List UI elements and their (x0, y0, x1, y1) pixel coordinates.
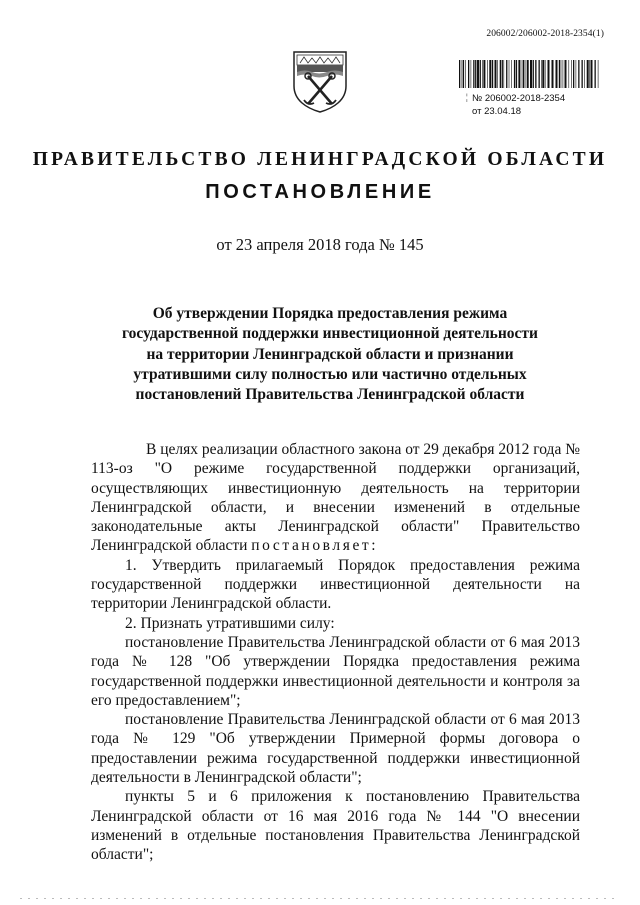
barcode-bar (462, 60, 463, 88)
barcode-bar (504, 60, 505, 88)
barcode-bar (459, 60, 460, 88)
barcode-bar (518, 60, 520, 88)
barcode-number: № 206002-2018-2354 (472, 93, 566, 104)
barcode-bar (516, 60, 517, 88)
barcode-bar (565, 60, 567, 88)
barcode-bar (552, 60, 554, 88)
barcode-bar (523, 60, 524, 88)
barcode-bar (511, 60, 512, 88)
barcode-marker: ¦ (466, 92, 468, 102)
barcode-bar (525, 60, 526, 88)
barcode-bar (480, 60, 481, 88)
barcode-bar (533, 60, 534, 88)
barcode-bar (497, 60, 498, 88)
barcode-bar (598, 60, 599, 88)
barcode-bar (522, 60, 523, 88)
item-2: 2. Признать утратившими силу: (125, 614, 335, 632)
item-2-decree-144: пункты 5 и 6 приложения к постановлению Правительства Ленинградской области от 16 мая 2016 года № 144 "О внесении изменений в отдельные постановления Правительства Ленинградской области"; (91, 788, 580, 864)
item-1: 1. Утвердить прилагаемый Порядок предоставления режима государственной поддержки инвестиционной деятельности на территории Ленинградской области. (91, 556, 580, 613)
barcode-bar (539, 60, 540, 88)
barcode-bar (545, 60, 546, 88)
barcode-bar (463, 60, 464, 88)
barcode-bar (506, 60, 507, 88)
barcode-bar (514, 60, 515, 88)
barcode-bar (465, 60, 466, 88)
barcode-bar (569, 60, 570, 88)
barcode-bar (582, 60, 583, 88)
preamble-paragraph (91, 440, 580, 556)
barcode-bar (527, 60, 529, 88)
barcode-bar (483, 60, 485, 88)
document-registration-number: 206002/206002-2018-2354(1) (486, 29, 604, 39)
barcode-bar (502, 60, 503, 88)
decree-title: ПОСТАНОВЛЕНИЕ (205, 181, 435, 203)
barcode-bar (591, 60, 593, 88)
barcode-bar (530, 60, 532, 88)
barcode-bar (541, 60, 542, 88)
decree-body (91, 440, 580, 865)
resolves-keyword: постановляет: (251, 537, 379, 555)
barcode-bar (542, 60, 544, 88)
barcode-bar (468, 60, 469, 88)
barcode-bar (595, 60, 596, 88)
barcode-bar (489, 60, 491, 88)
barcode-bar (509, 60, 510, 88)
government-title: ПРАВИТЕЛЬСТВО ЛЕНИНГРАДСКОЙ ОБЛАСТИ (32, 149, 608, 170)
item-2-decree-129: постановление Правительства Ленинградской области от 6 мая 2013 года № 129 "Об утверждении Примерной формы договора о предоставлении режима государственной поддержки инвестиционной деятельности в Ленинградской области"; (91, 711, 580, 787)
barcode-bar (473, 60, 474, 88)
barcode-bar (571, 60, 572, 88)
subject-line: на территории Ленинградской области и признании (146, 345, 514, 363)
barcode-bar (500, 60, 501, 88)
subject-line: постановлений Правительства Ленинградской области (135, 386, 525, 404)
barcode-bar (492, 60, 493, 88)
barcode-bar (578, 60, 579, 88)
barcode-bar (589, 60, 590, 88)
decree-subject (120, 304, 540, 405)
barcode-date: от 23.04.18 (472, 106, 522, 117)
preamble-text: В целях реализации областного закона от 29 декабря 2012 года № 113-оз "О режиме государственной поддержки организаций, осуществляющих инвестиционную деятельность на территории Ленинградской области, и внесении изменений в отдельные законодательные акты Ленинградской области" Правительство Ленинградской области (91, 441, 580, 555)
barcode-bar (475, 60, 476, 88)
barcode-bar (482, 60, 483, 88)
barcode-bar (471, 60, 472, 88)
barcode-bar (477, 60, 479, 88)
barcode-bar (573, 60, 574, 88)
barcode-bar (487, 60, 488, 88)
barcode-bar (535, 60, 536, 88)
barcode-bar (548, 60, 550, 88)
subject-line: утратившими силу полностью или частично отдельных (133, 365, 527, 383)
barcode-bar (556, 60, 558, 88)
barcode-bar (559, 60, 560, 88)
document-barcode (459, 60, 599, 88)
barcode-bar (561, 60, 562, 88)
barcode-bar (576, 60, 577, 88)
barcode-caption (472, 92, 565, 118)
item-2-decree-128: постановление Правительства Ленинградской области от 6 мая 2013 года № 128 "Об утверждении Порядка предоставления режима государственной поддержки инвестиционной деятельности и контроля за его предоставлением"; (91, 633, 580, 709)
coat-of-arms-emblem (290, 48, 350, 114)
barcode-bar (563, 60, 564, 88)
barcode-bar (584, 60, 585, 88)
barcode-bar (495, 60, 497, 88)
barcode-bar (587, 60, 589, 88)
subject-line: Об утверждении Порядка предоставления режима (152, 305, 508, 322)
decree-date-number: от 23 апреля 2018 года № 145 (216, 235, 424, 254)
subject-line: государственной поддержки инвестиционной деятельности (122, 325, 538, 343)
scan-edge-artifact (20, 897, 620, 900)
